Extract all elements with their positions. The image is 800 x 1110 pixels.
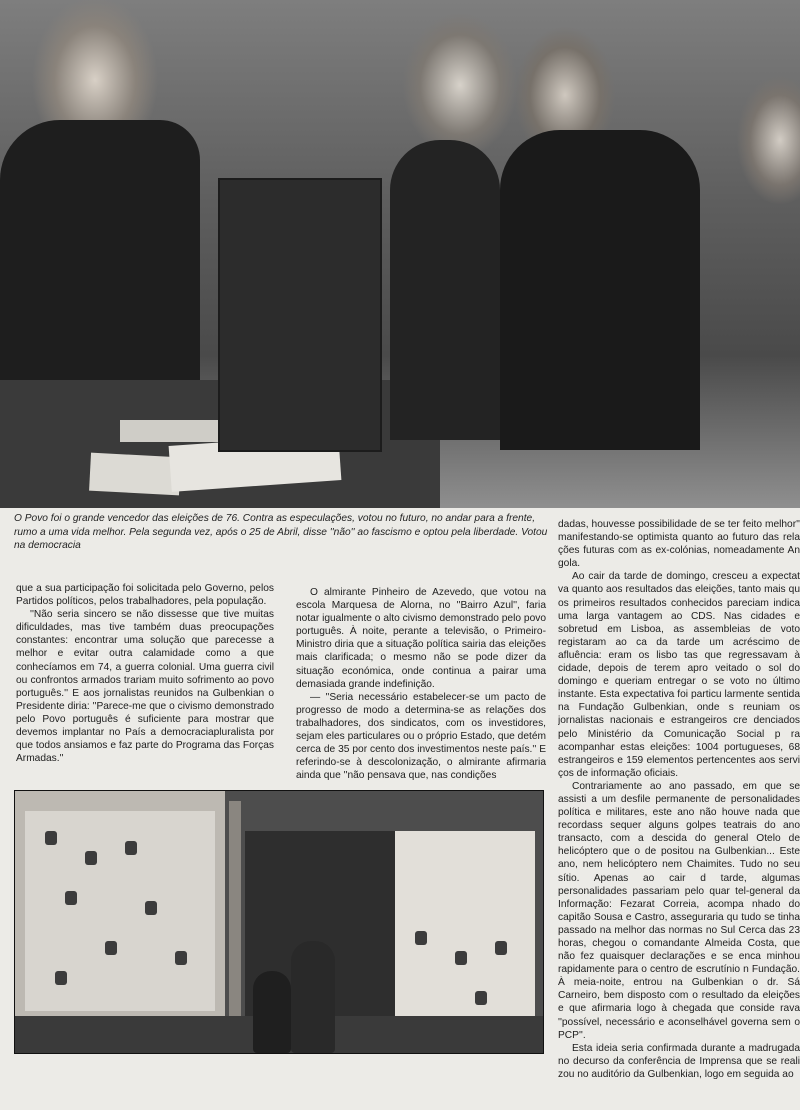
paragraph: Contrariamente ao ano passado, em que se assisti a um desfile permanente de personalidades política e militares, este ano não houve nada que recordass sequer alguns golpes teatrais do ano transacto, com a descida do general Otelo de helicóptero que o de positou na Gulbenkian... Este ano, nem helicóptero nem Chaimites. Tudo no seu sítio. Apenas ao cair d tarde, algumas personalidades passariam pelo quar tel-general da Informação: Fezarat Correia, acompa nhado do capitão Sousa e Castro, asseguraria qu tudo se tinha passado na melhor das normas no Sul Cerca das 23 horas, chegou o comandante Almeida Costa, que não fez quaisquer declarações e se enca minhou rapidamente para o centro de escrutínio n Fundação. À meia-noite, entrou na Gulbenkian o dr. Sá Carneiro, bem disposto com o resultado da eleições e que afirmaria logo à chegada que conside rava ''possível, necessário e aconselhável governa sem o PCP''.	[558, 780, 800, 1041]
drawings-panel-right	[395, 831, 535, 1031]
figure-bearded-man	[0, 120, 200, 380]
child-drawing	[125, 841, 137, 855]
paragraph: O almirante Pinheiro de Azevedo, que votou na escola Marquesa de Alorna, no ''Bairro Azul'', faria notar igualmente o alto civismo demonstrado pelo povo português. À noite, perante a televisão, o Primeiro-Ministro diria que a situação política sairia das eleições mais clarificada; o mesmo não se pode dizer da situação económica, onde continua a pairar uma demasiada grande indefinição.	[296, 587, 546, 690]
paragraph: Esta ideia seria confirmada durante a madrugada no decurso da conferência de Imprensa que se reali zou no auditório da Gulbenkian, logo em seguida ao	[558, 1042, 800, 1080]
child-drawing	[145, 901, 157, 915]
text-column-1	[16, 582, 274, 765]
paper-sheet	[89, 453, 181, 496]
paragraph: dadas, houvesse possibilidade de se ter feito melhor'' manifestando-se optimista quanto ao futuro das rela ções futuras com as ex-colónias, nomeadamente An gola.	[558, 519, 800, 570]
paragraph: — ''Seria necessário estabelecer-se um pacto de progresso de modo a determina-se as relações dos trabalhadores, dos sindicatos, com os investidores, sejam eles particulares ou o próprio Estado, que detém cerca de 35 por cento dos investimentos neste país.'' E referindo-se à descolonização, o almirante afirmaria ainda que ''não pensava que, nas condições	[296, 691, 546, 782]
ballot-card	[120, 420, 220, 442]
child-drawing	[455, 951, 467, 965]
ballot-box	[218, 178, 382, 452]
figure-child	[253, 971, 291, 1053]
booth-frame	[229, 801, 241, 1051]
drawings-panel-left	[25, 811, 215, 1011]
child-drawing	[415, 931, 427, 945]
photo-election-officials	[0, 0, 800, 508]
child-drawing	[175, 951, 187, 965]
paragraph: que a sua participação foi solicitada pelo Governo, pelos Partidos políticos, pelos trabalhadores, pela população.	[16, 583, 274, 608]
figure-man-thinking	[500, 130, 700, 450]
child-drawing	[65, 891, 77, 905]
child-drawing	[45, 831, 57, 845]
child-drawing	[475, 991, 487, 1005]
photo-caption: O Povo foi o grande vencedor das eleições de 76. Contra as especulações, votou no futuro, no andar para a frente, rumo a uma vida melhor. Pela segunda vez, após o 25 de Abril, disse ''não'' ao fascismo e optou pela liberdade. Votou na democracia	[14, 513, 548, 551]
paragraph: ''Não seria sincero se não dissesse que tive muitas dificuldades, mas tive também duas preocupações constantes: encontrar uma solução que parecesse a melhor e evitar outra calamidade como a que conhecíamos em 74, a guerra colonial. Uma guerra civil ou confrontos armados trariam muito sofrimento ao povo português.'' E aos jornalistas reunidos na Gulbenkian o Presidente diria: ''Parece-me que o civismo demonstrado pelo Povo português é suficiente para mostrar que devemos implantar no País a democraciapluralista por que todos ansiamos e faz parte do Programa das Forças Armadas.''	[16, 609, 274, 765]
photo-polling-station-children	[14, 790, 544, 1054]
child-drawing	[85, 851, 97, 865]
figure-man-glasses	[390, 140, 500, 440]
figure-adult	[291, 941, 335, 1053]
child-drawing	[495, 941, 507, 955]
paragraph: Ao cair da tarde de domingo, cresceu a expectat va quanto aos resultados das eleições, tanto mais qu os primeiros resultados conhecidos pareciam indica uma larga vantagem ao CDS. Nas cidades e sobretud em Lisboa, as assembleias de voto registaram ao ca da tarde um acréscimo de afluência: eram os lisbo tas que regressavam à cidade, depois de terem apro veitado o sol do domingo e queriam entregar o se voto no último instante. Esta expectativa foi particu larmente sentida na Fundação Gulbenkian, onde s reuniam os jornalistas nacionais e estrangeiros cre denciados pelo Ministério da Comunicação Social p ra acompanhar estas eleições: 1004 portugueses, 68 estrangeiros e 159 elementos pertencentes aos servi ços de informação oficiais.	[558, 571, 800, 779]
text-column-2	[296, 586, 546, 782]
child-drawing	[55, 971, 67, 985]
text-column-3	[558, 518, 800, 1081]
child-drawing	[105, 941, 117, 955]
